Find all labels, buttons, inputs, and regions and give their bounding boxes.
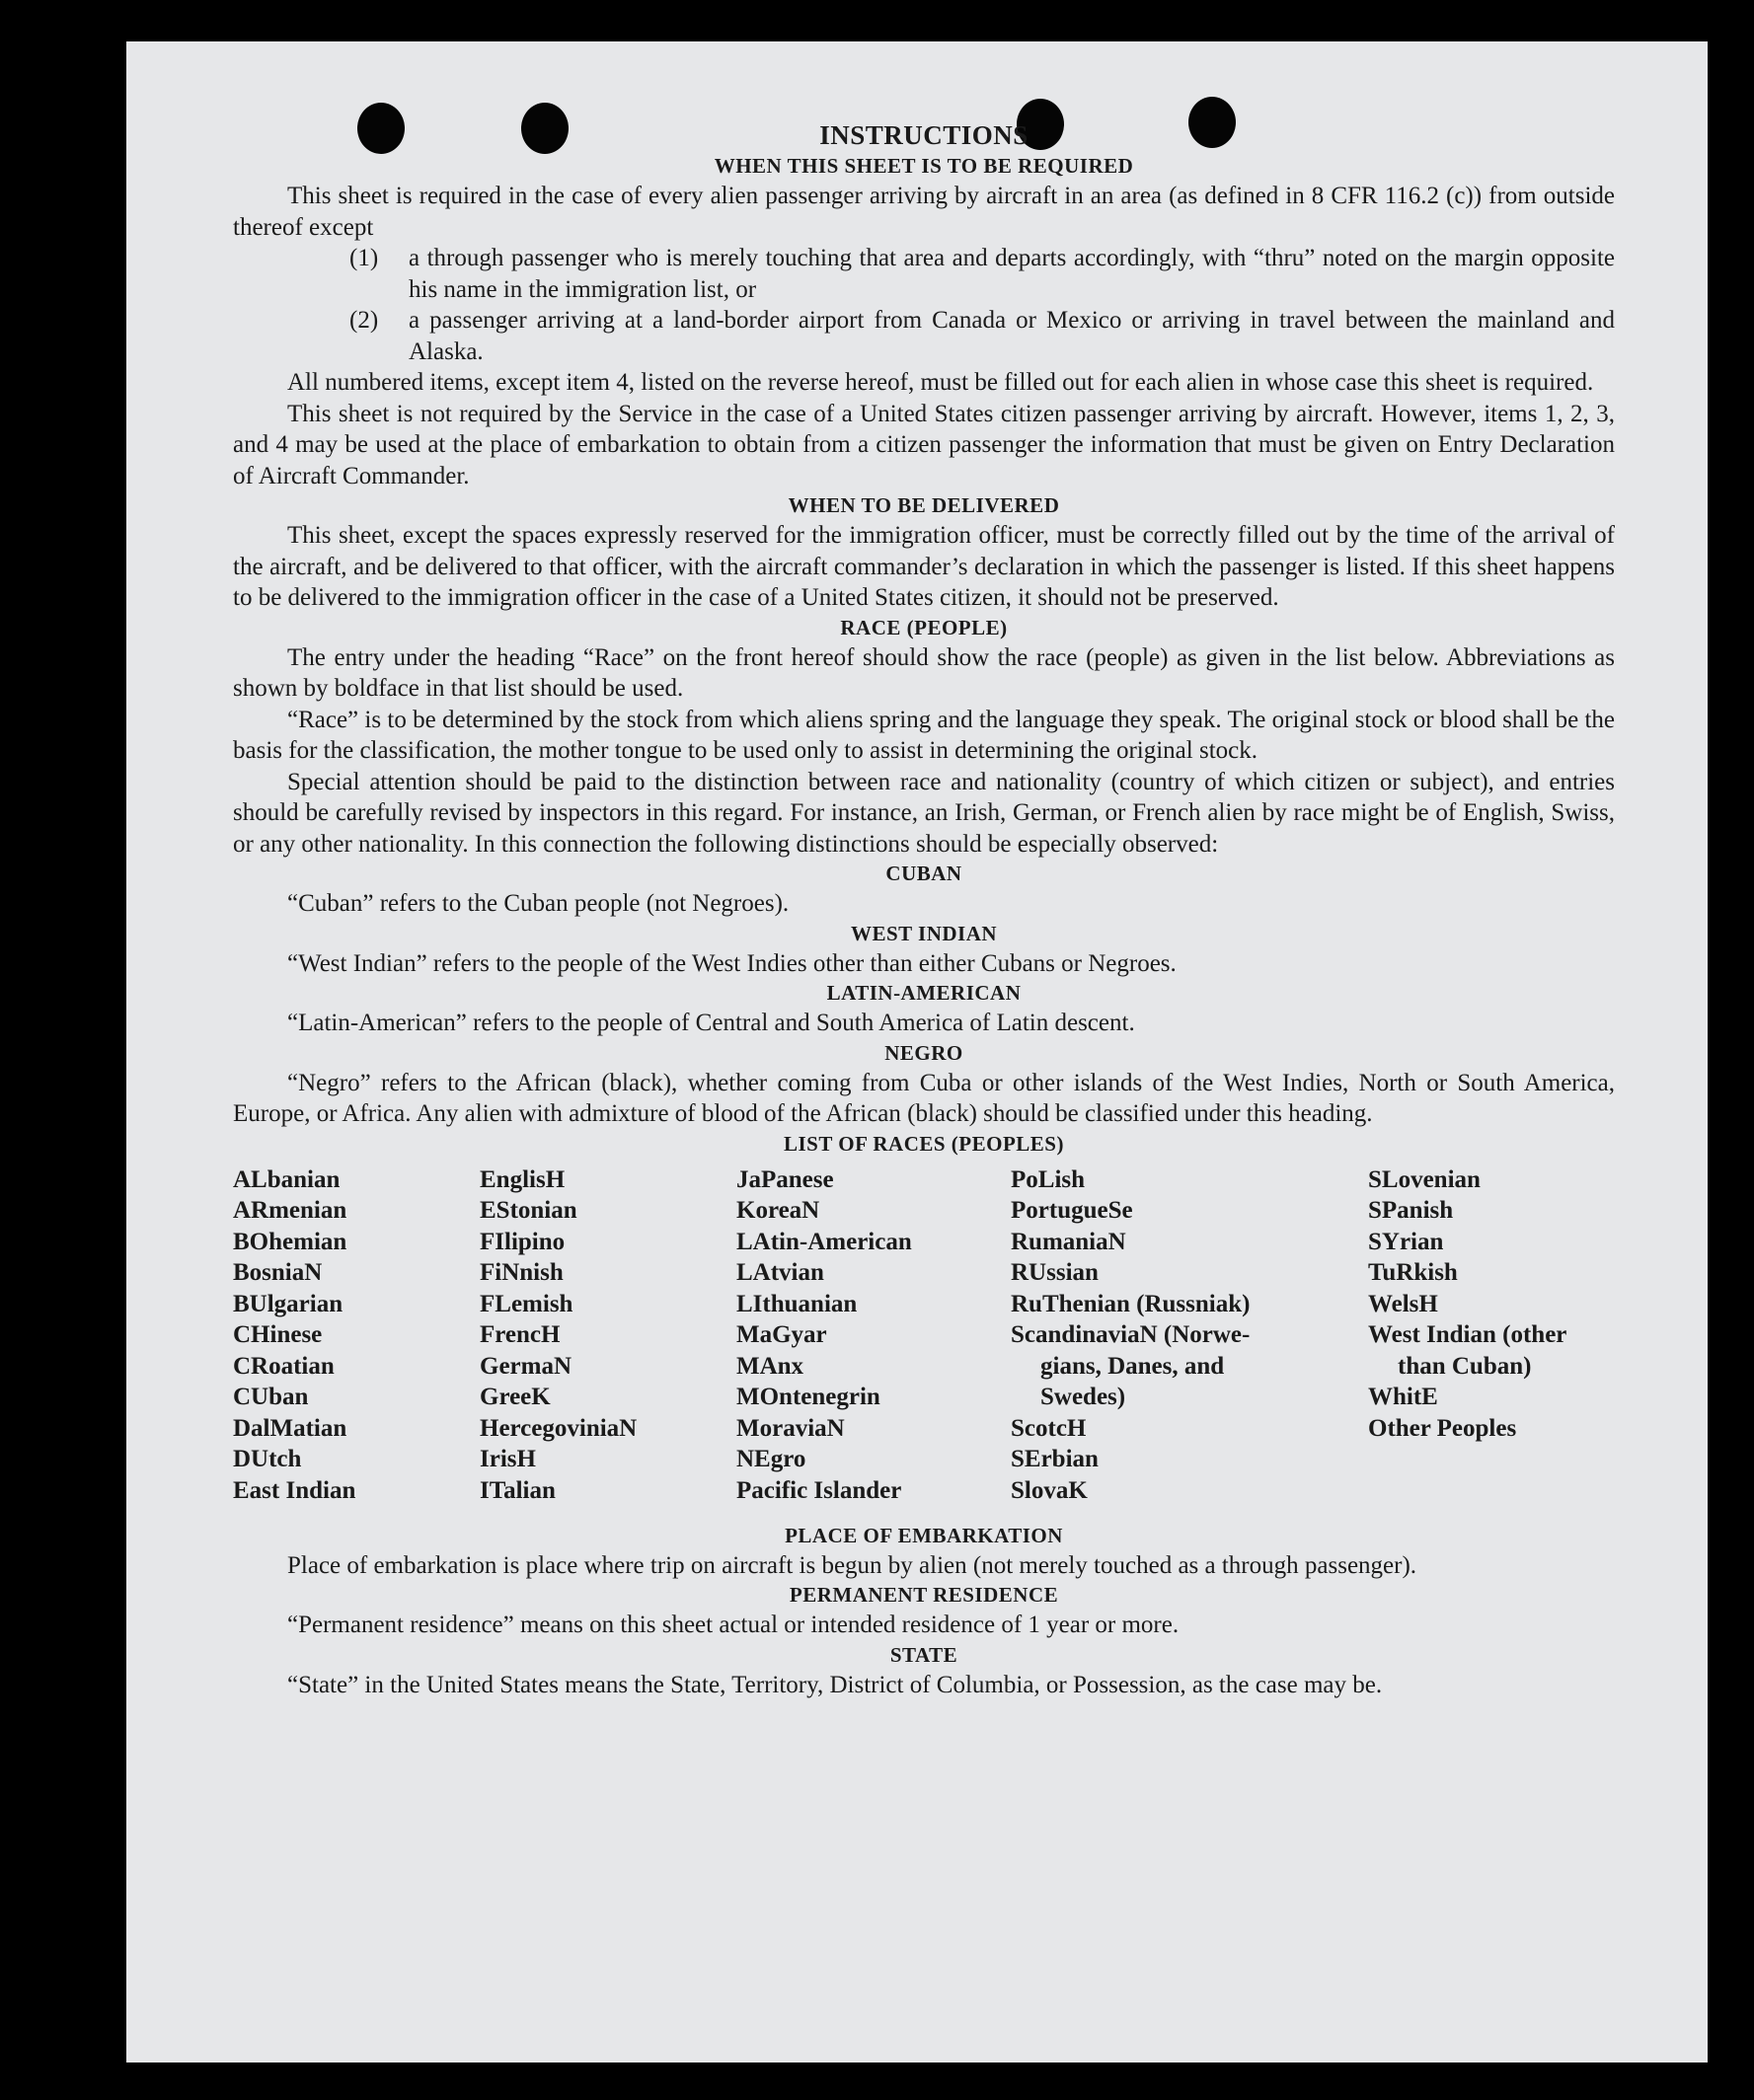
race-entry: PortugueSe [1011,1197,1133,1224]
race-entry: LAtin-American [736,1228,912,1255]
races-column-1 [233,1164,355,1507]
race-entry: CHinese [233,1321,323,1348]
race-entry: RUssian [1011,1259,1099,1286]
item-text: a passenger arriving at a land-border airport from Canada or Mexico or arriving in travel between the mainland and Alaska. [409,307,1615,365]
paragraph: Special attention should be paid to the distinction between race and nationality (country of which citizen or subject), and entries should be carefully revised by inspectors in this regard. For instance, an Irish, German, or French alien by race might be of English, Swiss, or any other nationality. In this connection the following distinctions should be especially observed: [233,768,1615,858]
paragraph: The entry under the heading “Race” on the front hereof should show the race (people) as given in the list below. Abbreviations as shown by boldface in that list should be used. [233,643,1615,702]
race-entry: SlovaK [1011,1476,1088,1504]
document-page [126,41,1708,2062]
race-entry: Pacific Islander [736,1476,902,1504]
section-heading-embarkation: PLACE OF EMBARKATION [785,1523,1063,1547]
race-entry: WelsH [1368,1290,1438,1317]
race-entry: ALbanian [233,1165,341,1193]
race-entry: CRoatian [233,1352,335,1380]
section-heading-negro: NEGRO [884,1040,963,1065]
paragraph: “Negro” refers to the African (black), whether coming from Cuba or other islands of the West Indies, North or South America, Europe, or Africa. Any alien with admixture of blood of the African (black) should be classified under this heading. [233,1069,1615,1127]
page-title: INSTRUCTIONS [819,120,1029,150]
section-heading-residence: PERMANENT RESIDENCE [789,1583,1059,1607]
race-entry: DUtch [233,1446,302,1472]
paragraph: This sheet is not required by the Service in the case of a United States citizen passenger arriving by aircraft. However, items 1, 2, 3, and 4 may be used at the place of embarkation to obtain from a citizen passenger the information that must be given on Entry Declaration of Aircraft Commander. [233,400,1615,489]
race-entry: ScotcH [1011,1414,1087,1442]
race-entry: EnglisH [480,1165,566,1193]
section-heading-cuban: CUBAN [885,862,962,885]
race-entry: EStonian [480,1197,577,1224]
race-entry: CUban [233,1384,309,1410]
item-number: (2) [349,307,379,334]
race-entry: FIlipino [480,1228,566,1255]
race-entry: gians, Danes, and [1040,1352,1225,1380]
race-entry: IrisH [480,1446,536,1472]
race-entry: KoreaN [736,1197,820,1224]
race-entry: GreeK [480,1384,551,1410]
race-entry: MaGyar [736,1321,827,1348]
race-entry: SPanish [1368,1197,1454,1224]
paragraph: Place of embarkation is place where trip on aircraft is begun by alien (not merely touched as a through passenger). [287,1551,1417,1579]
section-heading-west-indian: WEST INDIAN [850,921,998,945]
section-heading-required: WHEN THIS SHEET IS TO BE REQUIRED [714,154,1134,178]
paragraph: This sheet is required in the case of every alien passenger arriving by aircraft in an area (as defined in 8 CFR 116.2 (c)) from outside thereof except [233,183,1615,241]
race-entry: JaPanese [736,1165,834,1193]
race-entry: LAtvian [736,1259,824,1286]
races-column-5 [1368,1164,1566,1445]
race-entry: ITalian [480,1476,556,1504]
race-entry: DalMatian [233,1414,347,1442]
section-heading-list-of-races: LIST OF RACES (PEOPLES) [784,1131,1064,1156]
race-entry: RumaniaN [1011,1228,1126,1255]
race-entry: LIthuanian [736,1290,858,1317]
instructions-text [233,118,1615,1700]
race-entry: BUlgarian [233,1290,343,1317]
race-entry: East Indian [233,1476,356,1504]
race-entry: TuRkish [1368,1259,1458,1286]
races-list [233,1164,1615,1522]
item-text: a through passenger who is merely touching that area and departs accordingly, with “thru” noted on the margin opposite his name in the immigration list, or [409,245,1615,303]
section-heading-latin-american: LATIN-AMERICAN [826,981,1022,1005]
race-entry: than Cuban) [1398,1352,1532,1380]
section-heading-race: RACE (PEOPLE) [840,615,1008,639]
race-entry: SErbian [1011,1446,1099,1472]
list-item [233,305,1615,367]
race-entry: Other Peoples [1368,1414,1517,1442]
paragraph: “West Indian” refers to the people of the West Indies other than either Cubans or Negroes. [287,949,1177,977]
paragraph: “Race” is to be determined by the stock from which aliens spring and the language they speak. The original stock or blood shall be the basis for the classification, the mother tongue to be used only to assist in determining the original stock. [233,706,1615,764]
races-column-3 [736,1164,912,1507]
race-entry: GermaN [480,1352,572,1380]
race-entry: Swedes) [1040,1384,1126,1410]
section-heading-state: STATE [889,1642,958,1667]
race-entry: HercegoviniaN [480,1414,638,1442]
race-entry: WhitE [1368,1384,1438,1410]
races-column-2 [480,1164,637,1507]
paragraph: “Cuban” refers to the Cuban people (not Negroes). [287,890,790,917]
race-entry: PoLish [1011,1165,1086,1193]
race-entry: SLovenian [1368,1165,1481,1193]
race-entry: BOhemian [233,1228,347,1255]
race-entry: SYrian [1368,1228,1444,1255]
races-column-4 [1011,1164,1250,1507]
paragraph: All numbered items, except item 4, listed on the reverse hereof, must be filled out for each alien in whose case this sheet is required. [287,369,1594,396]
race-entry: MAnx [736,1352,804,1380]
race-entry: ARmenian [233,1197,347,1224]
race-entry: BosniaN [233,1259,323,1286]
race-entry: MOntenegrin [736,1384,880,1410]
section-heading-delivered: WHEN TO BE DELIVERED [788,493,1060,517]
list-item [233,243,1615,305]
race-entry: FrencH [480,1321,561,1348]
race-entry: RuThenian (Russniak) [1011,1290,1251,1317]
paragraph: This sheet, except the spaces expressly reserved for the immigration officer, must be correctly filled out by the time of the arrival of the aircraft, and be delivered to that officer, with the aircraft commander’s declaration in which the passenger is listed. If this sheet happens to be delivered to the immigration officer in the case of a United States citizen, it should not be preserved. [233,522,1615,611]
race-entry: MoraviaN [736,1414,845,1442]
race-entry: ScandinaviaN (Norwe- [1011,1321,1251,1348]
paragraph: “State” in the United States means the State, Territory, District of Columbia, or Possession, as the case may be. [287,1671,1383,1698]
race-entry: NEgro [736,1446,806,1472]
item-number: (1) [349,245,379,271]
race-entry: FiNnish [480,1259,564,1286]
paragraph: “Permanent residence” means on this sheet actual or intended residence of 1 year or more. [287,1612,1180,1638]
race-entry: FLemish [480,1290,573,1317]
race-entry: West Indian (other [1368,1321,1567,1348]
paragraph: “Latin-American” refers to the people of Central and South America of Latin descent. [287,1010,1135,1036]
